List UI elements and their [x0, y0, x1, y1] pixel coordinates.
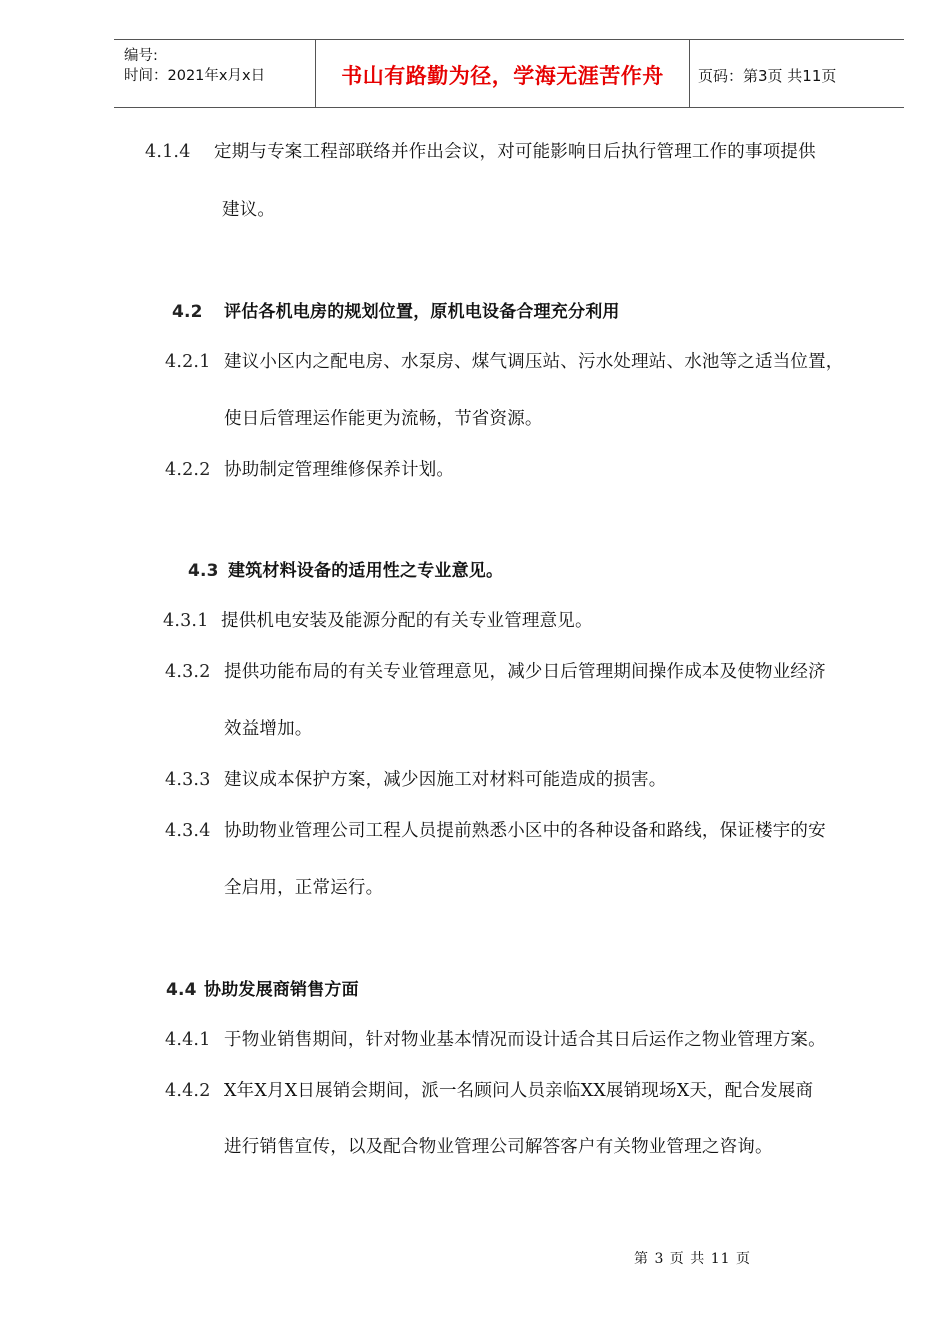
clause-4-4-2 — [165, 1077, 813, 1102]
clause-text: 全启用，正常运行。 — [224, 878, 384, 898]
clause-4-3-4 — [165, 817, 826, 842]
header-motto: 书山有路勤为径，学海无涯苦作舟 — [341, 64, 664, 88]
clause-4-2-1-continued — [224, 405, 543, 430]
section-heading-4-4 — [166, 975, 359, 1000]
header-page-info: 页码：第3页 共11页 — [698, 67, 837, 85]
document-number-label: 编号: — [124, 48, 158, 64]
clause-4-3-3 — [165, 766, 667, 791]
clause-text: 协助物业管理公司工程人员提前熟悉小区中的各种设备和路线，保证楼宇的安 — [224, 821, 826, 841]
clause-number: 4.2.2 — [165, 460, 211, 480]
clause-4-3-1 — [163, 607, 593, 632]
page-header — [114, 39, 904, 108]
clause-text: 提供功能布局的有关专业管理意见，减少日后管理期间操作成本及使物业经济 — [224, 662, 826, 682]
document-time-label: 时间：2021年x月x日 — [124, 68, 266, 84]
clause-number: 4.2.1 — [165, 352, 211, 372]
clause-4-3-2 — [165, 658, 826, 683]
section-number: 4.4 — [166, 980, 197, 1000]
section-heading-4-2 — [172, 297, 620, 322]
clause-text: 定期与专案工程部联络并作出会议，对可能影响日后执行管理工作的事项提供 — [214, 142, 816, 162]
clause-number: 4.3.3 — [165, 770, 211, 790]
section-title: 评估各机电房的规划位置，原机电设备合理充分利用 — [224, 302, 620, 322]
clause-number: 4.4.2 — [165, 1081, 211, 1101]
clause-number: 4.1.4 — [145, 142, 191, 162]
clause-4-3-2-continued — [224, 715, 313, 740]
clause-text: 建议。 — [222, 200, 276, 220]
section-number: 4.2 — [172, 302, 203, 322]
clause-text: 进行销售宣传，以及配合物业管理公司解答客户有关物业管理之咨询。 — [224, 1137, 773, 1157]
header-motto-cell — [316, 40, 690, 107]
clause-4-3-4-continued — [224, 874, 383, 899]
clause-text: 建议小区内之配电房、水泵房、煤气调压站、污水处理站、水池等之适当位置， — [224, 352, 844, 372]
clause-text: X年X月X日展销会期间，派一名顾问人员亲临XX展销现场X天，配合发展商 — [224, 1081, 814, 1101]
header-meta-cell — [114, 40, 316, 107]
section-title: 建筑材料设备的适用性之专业意见。 — [228, 561, 504, 581]
clause-text: 提供机电安装及能源分配的有关专业管理意见。 — [221, 611, 593, 631]
clause-text: 效益增加。 — [224, 719, 313, 739]
clause-4-2-1 — [165, 348, 844, 373]
page-footer: 第 3 页 共 11 页 — [634, 1251, 751, 1267]
clause-text: 建议成本保护方案，减少因施工对材料可能造成的损害。 — [224, 770, 667, 790]
clause-4-1-4 — [145, 138, 816, 163]
section-title: 协助发展商销售方面 — [204, 980, 359, 1000]
clause-4-4-2-continued — [224, 1133, 773, 1158]
clause-4-2-2 — [165, 456, 454, 481]
clause-number: 4.3.1 — [163, 611, 209, 631]
clause-text: 协助制定管理维修保养计划。 — [224, 460, 455, 480]
header-page-cell — [690, 40, 904, 107]
clause-number: 4.4.1 — [165, 1030, 211, 1050]
clause-number: 4.3.4 — [165, 821, 211, 841]
clause-text: 于物业销售期间，针对物业基本情况而设计适合其日后运作之物业管理方案。 — [224, 1030, 826, 1050]
section-number: 4.3 — [188, 561, 219, 581]
section-heading-4-3 — [188, 556, 503, 581]
clause-4-1-4-continued — [222, 196, 275, 221]
clause-number: 4.3.2 — [165, 662, 211, 682]
clause-text: 使日后管理运作能更为流畅，节省资源。 — [224, 409, 543, 429]
clause-4-4-1 — [165, 1026, 826, 1051]
